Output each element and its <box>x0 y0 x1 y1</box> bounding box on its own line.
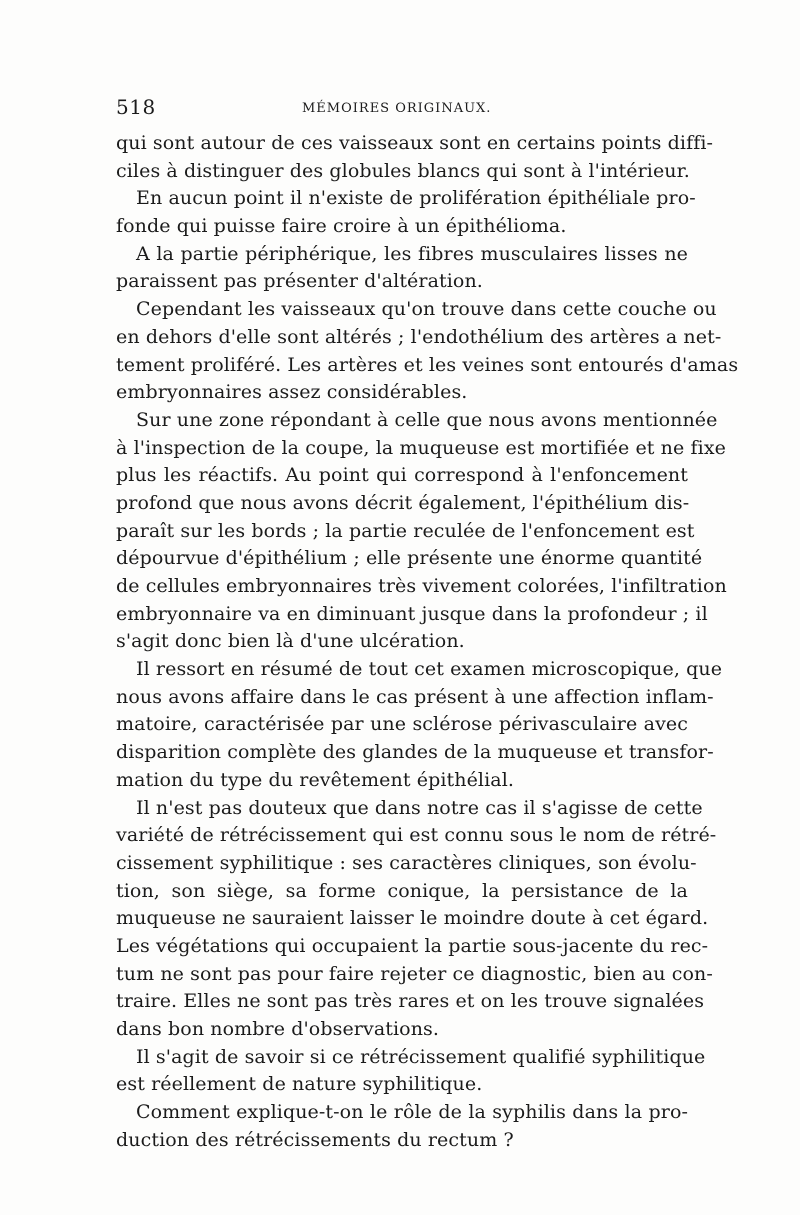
paragraph <box>116 1044 706 1099</box>
text-line: Sur une zone répondant à celle que nous avons mentionnée <box>136 408 718 431</box>
text-line: à l'inspection de la coupe, la muqueuse est mortifiée et ne fixe <box>116 436 726 459</box>
page-number: 518 <box>116 95 156 119</box>
page-header <box>116 95 688 125</box>
text-line: de cellules embryonnaires très vivement colorées, l'infiltration <box>116 575 727 597</box>
text-line: Cependant les vaisseaux qu'on trouve dans cette couche ou <box>136 298 717 321</box>
text-line: est réellement de nature syphilitique. <box>116 1073 483 1096</box>
text-line: Il ressort en résumé de tout cet examen microscopique, que <box>136 658 723 681</box>
paragraph <box>116 407 727 656</box>
text-line: mation du type du revêtement épithélial. <box>116 768 515 791</box>
text-line: A la partie périphérique, les fibres musculaires lisses ne <box>136 242 688 265</box>
text-line: Il n'est pas douteux que dans notre cas il s'agisse de cette <box>136 796 703 819</box>
text-line: En aucun point il n'existe de prolifération épithéliale pro- <box>136 187 696 210</box>
paragraph <box>116 296 739 407</box>
text-line: paraissent pas présenter d'altération. <box>116 270 483 293</box>
text-line: embryonnaires assez considérables. <box>116 381 468 404</box>
text-line: matoire, caractérisée par une sclérose périvasculaire avec <box>116 713 688 736</box>
text-line: muqueuse ne sauraient laisser le moindre doute à cet égard. <box>116 907 709 930</box>
text-line: embryonnaire va en diminuant jusque dans la profondeur ; il <box>116 602 708 625</box>
paragraph <box>116 1099 688 1154</box>
text-line: duction des rétrécissements du rectum ? <box>116 1128 514 1151</box>
text-line: paraît sur les bords ; la partie reculée de l'enfoncement est <box>116 519 695 542</box>
text-line: tion, son siège, sa forme conique, la persistance de la <box>116 879 688 902</box>
text-line: Comment explique-t-on le rôle de la syphilis dans la pro- <box>136 1101 688 1124</box>
text-line: profond que nous avons décrit également, l'épithélium dis- <box>116 491 690 514</box>
text-line: tement proliféré. Les artères et les veines sont entourés d'amas <box>116 353 739 376</box>
text-line: traire. Elles ne sont pas très rares et on les trouve signalées <box>116 990 705 1013</box>
running-head: MÉMOIRES ORIGINAUX. <box>302 101 492 116</box>
text-line: Il s'agit de savoir si ce rétrécissement qualifié syphilitique <box>136 1045 706 1068</box>
text-line: Les végétations qui occupaient la partie sous-jacente du rec- <box>116 934 709 957</box>
text-line: fonde qui puisse faire croire à un épithélioma. <box>116 215 567 238</box>
paragraph <box>116 795 717 1044</box>
text-line: plus les réactifs. Au point qui correspond à l'enfoncement <box>116 464 688 487</box>
text-line: tum ne sont pas pour faire rejeter ce diagnostic, bien au con- <box>116 962 713 985</box>
paragraph <box>116 656 723 794</box>
paragraph <box>116 241 688 296</box>
text-line: cissement syphilitique : ses caractères cliniques, son évolu- <box>116 851 697 874</box>
text-line: en dehors d'elle sont altérés ; l'endothélium des artères a net- <box>116 325 722 348</box>
text-line: dans bon nombre d'observations. <box>116 1018 440 1040</box>
text-line: qui sont autour de ces vaisseaux sont en certains points diffi- <box>116 132 714 154</box>
text-line: nous avons affaire dans le cas présent à une affection inflam- <box>116 685 714 708</box>
text-line: variété de rétrécissement qui est connu sous le nom de rétré- <box>116 824 717 847</box>
text-line: ciles à distinguer des globules blancs qui sont à l'intérieur. <box>116 159 690 182</box>
text-line: s'agit donc bien là d'une ulcération. <box>116 630 465 653</box>
body-text <box>116 130 739 1154</box>
paragraph <box>116 130 714 185</box>
text-line: dépourvue d'épithélium ; elle présente une énorme quantité <box>116 547 703 570</box>
paragraph <box>116 185 696 240</box>
text-line: disparition complète des glandes de la muqueuse et transfor- <box>116 741 714 764</box>
